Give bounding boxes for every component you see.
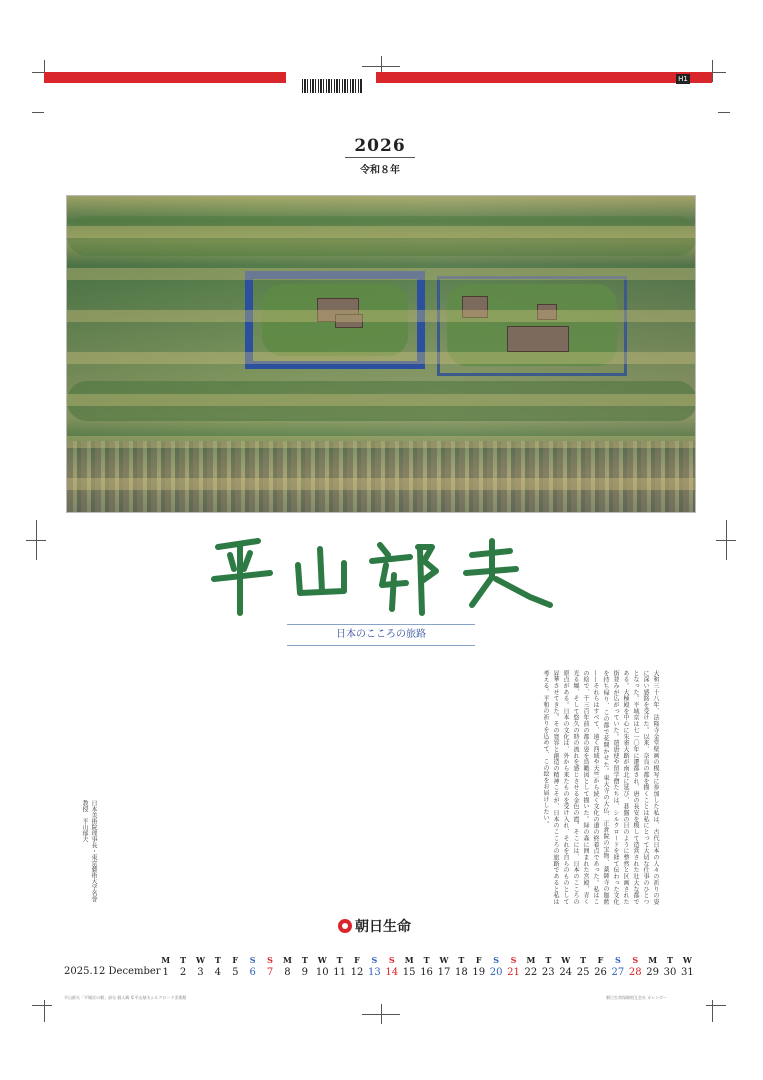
calendar-day-of-week: F — [475, 955, 482, 965]
calendar-date: 18 — [454, 967, 468, 978]
logo-mark-icon — [338, 919, 352, 933]
calendar-day — [348, 954, 365, 980]
calendar-day — [557, 954, 574, 980]
calendar-day-of-week: S — [267, 955, 273, 965]
calendar-day-of-week: S — [371, 955, 378, 965]
calendar-date: 19 — [472, 967, 486, 978]
calendar-day — [400, 954, 417, 980]
crop-mark — [712, 60, 713, 82]
calendar-date: 14 — [385, 967, 399, 978]
calendar-date: 8 — [284, 967, 291, 978]
calendar-day — [627, 954, 644, 980]
calendar-day-of-week: S — [249, 955, 256, 965]
calendar-day — [453, 954, 470, 980]
calendar-day — [679, 954, 696, 980]
page-code: H1 — [676, 74, 690, 84]
calendar-date: 1 — [162, 967, 169, 978]
painting-subtitle: 日本のこころの旅路 — [287, 624, 475, 646]
crop-mark — [712, 1000, 713, 1022]
calendar-date: 12 — [350, 967, 364, 978]
calendar-date: 15 — [402, 967, 416, 978]
calendar-day-of-week: T — [214, 955, 221, 965]
calendar-date: 9 — [301, 967, 308, 978]
asahi-life-logo — [338, 916, 411, 936]
year-divider — [345, 157, 415, 158]
calendar-date: 31 — [681, 967, 694, 978]
calendar-day — [383, 954, 400, 980]
essay-text: 大和三十八年、法隆寺金堂壁画の模写に参加した私は、古代日本の人々の祈りの姿に深い感銘を受けた。以来、奈良の都を描くことは私にとって大切な仕事のひとつとなった。平城京は七一〇年に遷都され、唐の長安を模して造営された壮大な都である。大極殿を中心に朱雀大路が南北に延び、碁盤の目のように整然と区画された街並みが広がっていた。遣唐使や留学僧たちは、シルクロードを経て伝わった文化を持ち帰り、この都で花開かせた。東大寺の大仏、正倉院の宝物、薬師寺の伽藍——それらはすべて、遠く西域や天竺から続く文化の道の終着点であった。私はこの絵で、千三百年前の都の姿を鳥瞰図として描いた。緑の森に囲まれた宮殿、青く光る堀、そして悠久の時の流れを感じさせる金色の霞。そこには、日本のこころの原点がある。日本の文化は、外から来たものを受け入れ、それを自らのものとして昇華させてきた。その寛容と創造の精神こそが、日本のこころの旅路であると私は考える。平和の祈りを込めて、この絵をお届けしたい。 — [542, 670, 659, 905]
calendar-day-of-week: F — [597, 955, 604, 965]
artist-signature — [210, 535, 555, 620]
crop-mark — [362, 66, 400, 67]
calendar-day-of-week: T — [580, 955, 587, 965]
calendar-date: 21 — [507, 967, 520, 978]
footer-fine-print-left: 平山郁夫「平城京の朝」部分 個人蔵 ©平山郁夫シルクロード美術館 — [64, 995, 187, 1000]
calendar-day-of-week: S — [510, 955, 517, 965]
crop-mark — [32, 112, 44, 113]
calendar-day-of-week: M — [648, 955, 658, 965]
calendar-day — [174, 954, 191, 980]
calendar-date: 23 — [541, 967, 555, 978]
footer-fine-print-right: 朝日生命保険相互会社 カレンダー — [606, 995, 668, 1000]
calendar-day — [470, 954, 487, 980]
crop-mark — [362, 1014, 400, 1015]
calendar-day — [279, 954, 296, 980]
calendar-date: 5 — [232, 967, 239, 978]
crop-mark — [706, 1005, 726, 1006]
calendar-date: 27 — [611, 967, 625, 978]
calendar-day — [435, 954, 452, 980]
calendar-day — [522, 954, 539, 980]
calendar-day-of-week: M — [526, 955, 536, 965]
crop-mark — [26, 540, 46, 541]
calendar-day-of-week: T — [667, 955, 673, 965]
calendar-day-of-week: S — [632, 955, 639, 965]
calendar-day-of-week: W — [195, 955, 205, 965]
calendar-date: 25 — [576, 967, 590, 978]
calendar-day-of-week: T — [301, 955, 308, 965]
calendar-day-of-week: S — [614, 955, 621, 965]
calendar-day-of-week: W — [317, 955, 327, 965]
calendar-day-of-week: W — [439, 955, 449, 965]
calendar-day-of-week: W — [682, 955, 692, 965]
crop-mark — [716, 540, 736, 541]
crop-mark — [32, 1005, 52, 1006]
calendar-day-of-week: S — [493, 955, 499, 965]
calendar-day — [157, 954, 174, 980]
header-red-bar-right — [376, 72, 712, 83]
barcode — [302, 79, 362, 93]
calendar-date: 10 — [315, 967, 329, 978]
calendar-day — [261, 954, 278, 980]
logo-text: 朝日生命 — [355, 919, 411, 935]
calendar-day — [331, 954, 348, 980]
year-western: 2026 — [354, 136, 406, 156]
calendar-day-of-week: M — [283, 955, 292, 965]
calendar-date: 20 — [489, 967, 503, 978]
calendar-day-of-week: T — [336, 955, 343, 965]
crop-mark — [44, 1000, 45, 1022]
year-japanese-era: 令和８年 — [360, 165, 400, 176]
calendar-day-of-week: S — [388, 955, 395, 965]
calendar-day — [661, 954, 678, 980]
calendar-day — [609, 954, 626, 980]
painting-golden-haze — [67, 196, 696, 513]
calendar-date: 28 — [628, 967, 642, 978]
calendar-day-of-week: T — [423, 955, 430, 965]
calendar-day — [209, 954, 226, 980]
painting-heijo-palace — [66, 195, 696, 513]
calendar-date: 16 — [420, 967, 433, 978]
calendar-day-of-week: W — [561, 955, 571, 965]
calendar-day-of-week: F — [232, 955, 239, 965]
calendar-day — [644, 954, 661, 980]
calendar-day — [244, 954, 261, 980]
calendar-month-label: 2025.12 December — [64, 966, 161, 977]
calendar-days — [157, 954, 696, 980]
calendar-date: 4 — [214, 967, 222, 978]
calendar-date: 13 — [368, 967, 381, 978]
calendar-day — [192, 954, 209, 980]
calendar-day-of-week: M — [404, 955, 414, 965]
calendar-date: 30 — [663, 967, 677, 978]
calendar-day — [296, 954, 313, 980]
calendar-date: 22 — [524, 967, 538, 978]
calendar-date: 3 — [197, 967, 204, 978]
calendar-date: 17 — [437, 967, 451, 978]
calendar-day — [227, 954, 244, 980]
header-red-bar-left — [44, 72, 286, 83]
calendar-date: 7 — [266, 967, 274, 978]
author-credit: 日本美術院理事長・東京藝術大学名誉教授 平山郁夫 — [81, 800, 97, 902]
calendar-day-of-week: T — [545, 955, 552, 965]
calendar-day — [505, 954, 522, 980]
calendar-day — [592, 954, 609, 980]
calendar-day-of-week: F — [354, 955, 360, 965]
calendar-day — [366, 954, 383, 980]
calendar-day-of-week: T — [180, 955, 187, 965]
calendar-date: 24 — [559, 967, 573, 978]
calendar-day — [574, 954, 591, 980]
calendar-date: 6 — [249, 967, 256, 978]
calendar-day-of-week: T — [458, 955, 465, 965]
calendar-date: 29 — [646, 967, 659, 978]
calendar-day — [314, 954, 331, 980]
calendar-day — [540, 954, 557, 980]
calendar-date: 2 — [179, 967, 187, 978]
calendar-date: 11 — [333, 967, 346, 978]
calendar-date: 26 — [594, 967, 607, 978]
calendar-day — [418, 954, 435, 980]
calendar-day — [487, 954, 504, 980]
crop-mark — [718, 112, 730, 113]
calendar-day-of-week: M — [161, 955, 171, 965]
